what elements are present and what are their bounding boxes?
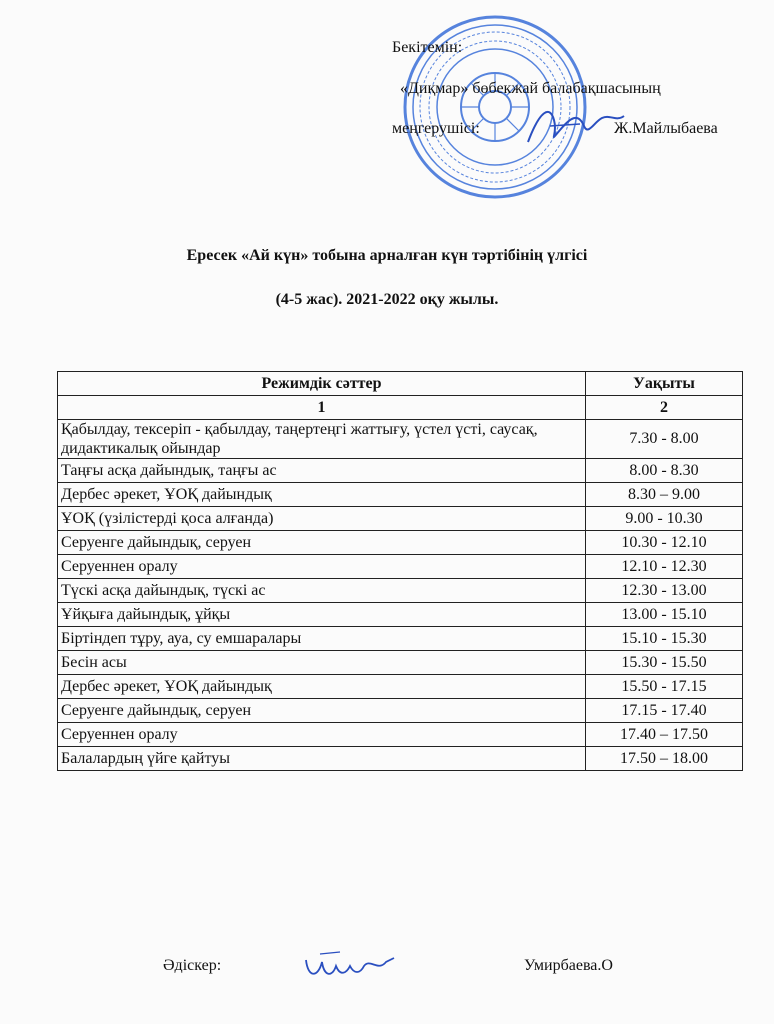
activity-cell: Таңғы асқа дайындық, таңғы ас <box>58 459 586 483</box>
column-number-2: 2 <box>586 396 743 420</box>
table-row <box>58 555 743 579</box>
methodologist-label: Әдіскер: <box>163 957 222 974</box>
director-signature <box>520 100 630 150</box>
column-number-1: 1 <box>58 396 586 420</box>
daily-schedule-table <box>57 371 743 771</box>
time-cell: 12.10 - 12.30 <box>586 555 743 579</box>
document-title-line2: (4-5 жас). 2021-2022 оқу жылы. <box>275 291 499 308</box>
table-row <box>58 651 743 675</box>
table-row <box>58 579 743 603</box>
time-cell: 8.30 – 9.00 <box>586 483 743 507</box>
time-cell: 17.50 – 18.00 <box>586 747 743 771</box>
table-row <box>58 603 743 627</box>
activity-cell: Қабылдау, тексеріп - қабылдау, таңертеңгі жаттығу, үстел үсті, саусақ, дидактикалық ойындар <box>58 420 586 459</box>
activity-cell: Бесін асы <box>58 651 586 675</box>
time-cell: 9.00 - 10.30 <box>586 507 743 531</box>
table-row <box>58 747 743 771</box>
time-cell: 13.00 - 15.10 <box>586 603 743 627</box>
time-cell: 8.00 - 8.30 <box>586 459 743 483</box>
table-row <box>58 420 743 459</box>
table-row <box>58 531 743 555</box>
activity-cell: Серуенге дайындық, серуен <box>58 531 586 555</box>
activity-cell: Серуеннен оралу <box>58 555 586 579</box>
table-row <box>58 699 743 723</box>
time-cell: 17.15 - 17.40 <box>586 699 743 723</box>
activity-cell: ҰОҚ (үзілістерді қоса алғанда) <box>58 507 586 531</box>
header-time: Уақыты <box>586 372 743 396</box>
activity-cell: Түскі асқа дайындық, түскі ас <box>58 579 586 603</box>
activity-cell: Ұйқыға дайындық, ұйқы <box>58 603 586 627</box>
activity-cell: Дербес әрекет, ҰОҚ дайындық <box>58 675 586 699</box>
approval-institution: «Диқмар» бөбекжай балабақшасының <box>400 80 661 97</box>
time-cell: 12.30 - 13.00 <box>586 579 743 603</box>
table-row <box>58 459 743 483</box>
time-cell: 7.30 - 8.00 <box>586 420 743 459</box>
table-row <box>58 675 743 699</box>
table-row <box>58 723 743 747</box>
approval-position: меңгерушісі: <box>392 120 480 137</box>
methodologist-signature <box>300 948 400 988</box>
approval-heading: Бекітемін: <box>392 39 463 56</box>
approval-director-name: Ж.Майлыбаева <box>614 120 718 137</box>
time-cell: 17.40 – 17.50 <box>586 723 743 747</box>
activity-cell: Серуеннен оралу <box>58 723 586 747</box>
table-row <box>58 483 743 507</box>
activity-cell: Біртіндеп тұру, ауа, су емшаралары <box>58 627 586 651</box>
table-row <box>58 507 743 531</box>
table-row <box>58 627 743 651</box>
methodologist-name: Умирбаева.О <box>524 957 613 974</box>
header-activities: Режимдік сәттер <box>58 372 586 396</box>
document-title-line1: Ересек «Ай күн» тобына арналған күн тәртібінің үлгісі <box>186 247 588 264</box>
table-number-row <box>58 396 743 420</box>
table-header-row <box>58 372 743 396</box>
activity-cell: Дербес әрекет, ҰОҚ дайындық <box>58 483 586 507</box>
activity-cell: Серуенге дайындық, серуен <box>58 699 586 723</box>
activity-cell: Балалардың үйге қайтуы <box>58 747 586 771</box>
time-cell: 15.30 - 15.50 <box>586 651 743 675</box>
time-cell: 15.10 - 15.30 <box>586 627 743 651</box>
time-cell: 10.30 - 12.10 <box>586 531 743 555</box>
time-cell: 15.50 - 17.15 <box>586 675 743 699</box>
